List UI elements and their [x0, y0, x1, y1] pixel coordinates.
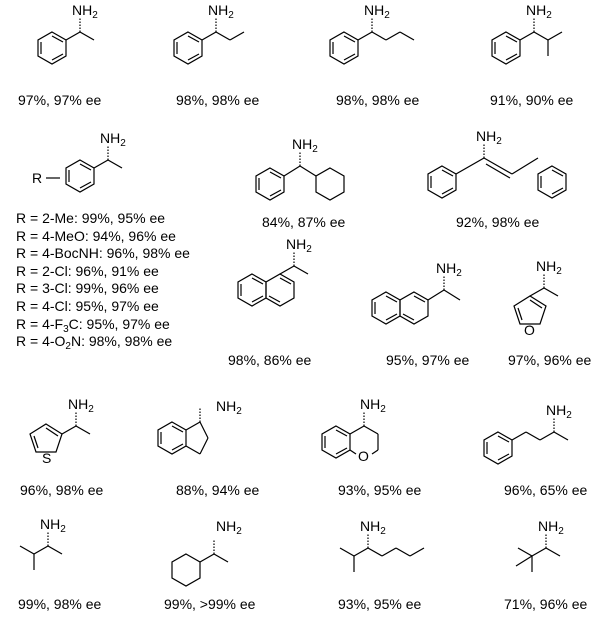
substituent-result-text: R = 2-Cl: 96%, 91% ee	[16, 262, 159, 279]
yield-ee-caption: 98%, 98% ee	[176, 92, 260, 108]
oxygen-label: O	[358, 448, 369, 464]
substituent-result-text: R = 2-Me: 99%, 95% ee	[16, 210, 166, 226]
structure-8	[238, 252, 308, 306]
substituent-label: R	[32, 170, 43, 186]
yield-ee-caption: 84%, 87% ee	[262, 214, 346, 230]
substituent-result-text: R = 4-O	[16, 333, 66, 350]
amine-label: $NH_2$	[436, 260, 462, 279]
yield-ee-caption: 96%, 98% ee	[20, 482, 104, 498]
structure-18	[516, 534, 560, 572]
substituent-result-text: R = 4-MeO: 94%, 96% ee	[16, 227, 176, 244]
amine-label: $NH_2$	[208, 2, 234, 21]
structure-15	[20, 532, 62, 570]
substituent-result-text: R = 4-Cl: 95%, 97% ee	[16, 297, 159, 314]
amine-label: $NH_2$	[72, 2, 98, 21]
substituent-result-row	[16, 263, 190, 281]
yield-ee-caption: 99%, >99% ee	[164, 596, 256, 612]
yield-ee-caption: 91%, 90% ee	[490, 92, 574, 108]
substituent-result-row	[16, 298, 190, 316]
substituent-result-text: R = 4-BocNH: 96%, 98% ee	[16, 245, 190, 262]
yield-ee-caption: 93%, 95% ee	[338, 596, 422, 612]
structure-17	[340, 534, 424, 572]
sulfur-label: S	[42, 450, 52, 466]
substituent-result-row	[16, 210, 190, 228]
substituent-result-row	[16, 228, 190, 246]
amine-label: $NH_2$	[68, 396, 94, 415]
substituent-results-list	[16, 210, 190, 351]
yield-ee-caption: 71%, 96% ee	[504, 596, 588, 612]
structure-12	[158, 408, 208, 454]
substituent-result-row	[16, 316, 190, 334]
structure-2	[174, 18, 244, 64]
amine-label: $NH_2$	[292, 136, 318, 155]
yield-ee-caption: 98%, 86% ee	[228, 352, 312, 368]
yield-ee-caption: 93%, 95% ee	[338, 482, 422, 498]
amine-label: $NH_2$	[360, 396, 386, 415]
structure-3	[330, 18, 414, 64]
substituent-result-row	[16, 280, 190, 298]
yield-ee-caption: 97%, 96% ee	[508, 352, 592, 368]
yield-ee-caption: 99%, 98% ee	[18, 596, 102, 612]
amine-label: $NH_2$	[538, 518, 564, 537]
amine-label: $NH_2$	[40, 516, 66, 535]
structure-11	[30, 412, 90, 452]
substituent-result-text: R = 4-F	[16, 315, 64, 332]
structure-14	[484, 418, 568, 464]
yield-ee-caption: 92%, 98% ee	[456, 214, 540, 230]
amine-label: $NH_2$	[546, 402, 572, 421]
structure-13	[322, 412, 378, 458]
structure-1	[38, 18, 94, 64]
amine-label: $NH_2$	[286, 236, 312, 255]
yield-ee-caption: 95%, 97% ee	[386, 352, 470, 368]
structure-16	[172, 540, 228, 586]
subscript: 2	[65, 341, 71, 353]
amine-label: $NH_2$	[360, 518, 386, 537]
amine-label: $NH_2$	[526, 2, 552, 21]
structure-6	[256, 152, 344, 200]
amine-label: $NH_2$	[216, 518, 242, 537]
structure-10	[514, 274, 558, 324]
substituent-result-text: N: 98%, 98% ee	[70, 333, 173, 350]
yield-ee-caption: 98%, 98% ee	[336, 92, 420, 108]
yield-ee-caption: 88%, 94% ee	[176, 482, 260, 498]
amine-label: $NH_2$	[476, 128, 502, 147]
amine-label: $NH_2$	[364, 2, 390, 21]
structure-5	[46, 146, 122, 192]
substituent-result-row	[16, 245, 190, 263]
amine-label: $NH_2$	[536, 258, 562, 277]
yield-ee-caption: 96%, 65% ee	[504, 482, 588, 498]
substituent-result-row	[16, 333, 190, 351]
oxygen-label: O	[524, 322, 535, 338]
yield-ee-caption: 97%, 97% ee	[18, 92, 102, 108]
amine-label: $NH_2$	[216, 398, 242, 417]
structure-7	[428, 144, 566, 198]
structure-9	[372, 276, 460, 324]
substituent-result-text: C: 95%, 97% ee	[68, 315, 170, 332]
substituent-result-text: R = 3-Cl: 99%, 96% ee	[16, 280, 159, 297]
structure-4	[492, 18, 562, 64]
subscript: 3	[63, 323, 69, 335]
amine-label: $NH_2$	[100, 130, 126, 149]
